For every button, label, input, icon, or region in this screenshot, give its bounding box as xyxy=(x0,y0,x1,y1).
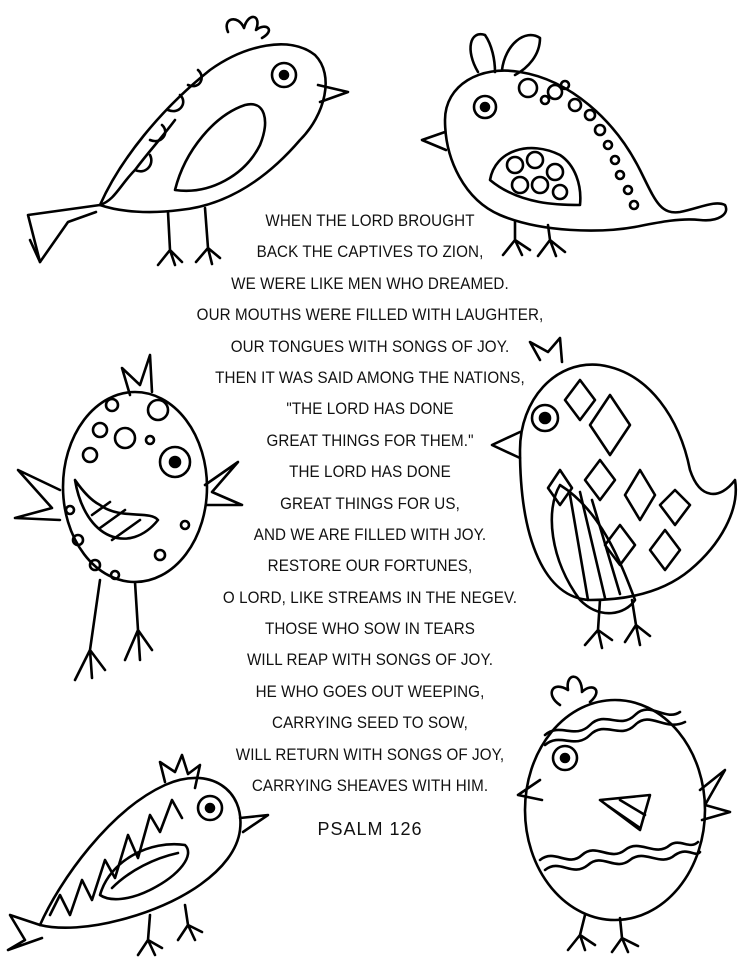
poem-line: WILL REAP WITH SONGS OF JOY. xyxy=(246,651,494,670)
poem-line: WILL RETURN WITH SONGS OF JOY, xyxy=(235,745,505,764)
psalm-reference: PSALM 126 xyxy=(317,819,423,839)
poem-line: OUR TONGUES WITH SONGS OF JOY. xyxy=(230,337,510,356)
poem-line: AND WE ARE FILLED WITH JOY. xyxy=(253,525,487,544)
poem-line: THOSE WHO SOW IN TEARS xyxy=(264,620,476,639)
poem-line: RESTORE OUR FORTUNES, xyxy=(267,557,473,576)
poem-line: O LORD, LIKE STREAMS IN THE NEGEV. xyxy=(222,588,518,607)
poem-line: WHEN THE LORD BROUGHT xyxy=(265,212,475,230)
poem-line: "THE LORD HAS DONE xyxy=(286,400,454,419)
poem-line: GREAT THINGS FOR US, xyxy=(280,494,460,513)
poem-line: HE WHO GOES OUT WEEPING, xyxy=(255,682,485,701)
psalm-text xyxy=(170,206,570,802)
poem-line: OUR MOUTHS WERE FILLED WITH LAUGHTER, xyxy=(196,306,544,325)
poem-line: BACK THE CAPTIVES TO ZION, xyxy=(256,243,484,262)
poem-line: GREAT THINGS FOR THEM." xyxy=(266,431,474,450)
poem-line: CARRYING SHEAVES WITH HIM. xyxy=(251,777,489,796)
poem-line: WE WERE LIKE MEN WHO DREAMED. xyxy=(231,274,509,293)
poem-line: THEN IT WAS SAID AMONG THE NATIONS, xyxy=(215,368,525,387)
poem-line: CARRYING SEED TO SOW, xyxy=(272,714,468,733)
poem-line: THE LORD HAS DONE xyxy=(289,463,451,482)
